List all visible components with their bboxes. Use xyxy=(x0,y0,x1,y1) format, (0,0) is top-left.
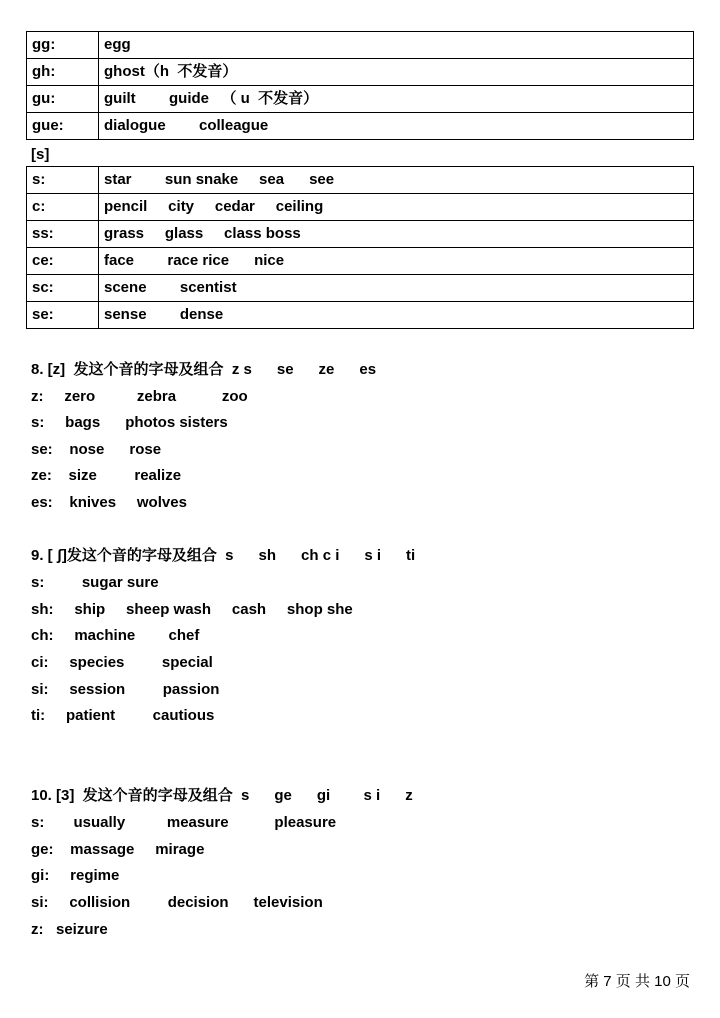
table-row xyxy=(27,59,694,86)
list-item: z: zero zebra zoo xyxy=(31,388,248,405)
letter-combination-table-g xyxy=(26,31,694,140)
section-8-heading: 8. [z] 发这个音的字母及组合 z s se ze es xyxy=(31,361,377,378)
table-row xyxy=(27,275,694,302)
page-number-footer: 第 7 页 共 10 页 xyxy=(584,973,690,990)
list-item: ci: species special xyxy=(31,654,213,671)
section-9-heading: 9. [ ʃ]发这个音的字母及组合 s sh ch c i s i ti xyxy=(31,547,416,564)
table-cell-key: ss: xyxy=(27,221,99,248)
list-item: se: nose rose xyxy=(31,441,162,458)
table-cell-key: gu: xyxy=(27,86,99,113)
table-row xyxy=(27,32,694,59)
table-row xyxy=(27,167,694,194)
list-item: ge: massage mirage xyxy=(31,841,205,858)
table-cell-key: gg: xyxy=(27,32,99,59)
letter-combination-table-s xyxy=(26,166,694,329)
list-item: sh: ship sheep wash cash shop she xyxy=(31,601,353,618)
table-row xyxy=(27,86,694,113)
table-cell-value: scene scentist xyxy=(99,275,694,302)
table-cell-value: ghost（h 不发音） xyxy=(99,59,694,86)
table-cell-key: c: xyxy=(27,194,99,221)
table-cell-value: dialogue colleague xyxy=(99,113,694,140)
list-item: s: usually measure pleasure xyxy=(31,814,337,831)
table-row xyxy=(27,248,694,275)
table-cell-key: sc: xyxy=(27,275,99,302)
table-cell-value: star sun snake sea see xyxy=(99,167,694,194)
list-item: ze: size realize xyxy=(31,467,182,484)
list-item: si: session passion xyxy=(31,681,220,698)
list-item: es: knives wolves xyxy=(31,494,187,511)
list-item: gi: regime xyxy=(31,867,120,884)
table-cell-key: gh: xyxy=(27,59,99,86)
table-cell-key: gue: xyxy=(27,113,99,140)
table-cell-value: egg xyxy=(99,32,694,59)
table-row xyxy=(27,302,694,329)
table-cell-key: s: xyxy=(27,167,99,194)
table-cell-value: sense dense xyxy=(99,302,694,329)
section-10-heading: 10. [3] 发这个音的字母及组合 s ge gi s i z xyxy=(31,787,413,804)
table-cell-value: pencil city cedar ceiling xyxy=(99,194,694,221)
table-cell-value: face race rice nice xyxy=(99,248,694,275)
phoneme-label-s: [s] xyxy=(31,146,50,163)
list-item: s: sugar sure xyxy=(31,574,159,591)
list-item: ch: machine chef xyxy=(31,627,200,644)
table-cell-value: grass glass class boss xyxy=(99,221,694,248)
table-row xyxy=(27,113,694,140)
list-item: s: bags photos sisters xyxy=(31,414,228,431)
table-cell-key: se: xyxy=(27,302,99,329)
list-item: ti: patient cautious xyxy=(31,707,215,724)
list-item: z: seizure xyxy=(31,921,108,938)
table-row xyxy=(27,221,694,248)
table-cell-key: ce: xyxy=(27,248,99,275)
list-item: si: collision decision television xyxy=(31,894,323,911)
table-cell-value: guilt guide （ u 不发音） xyxy=(99,86,694,113)
table-row xyxy=(27,194,694,221)
